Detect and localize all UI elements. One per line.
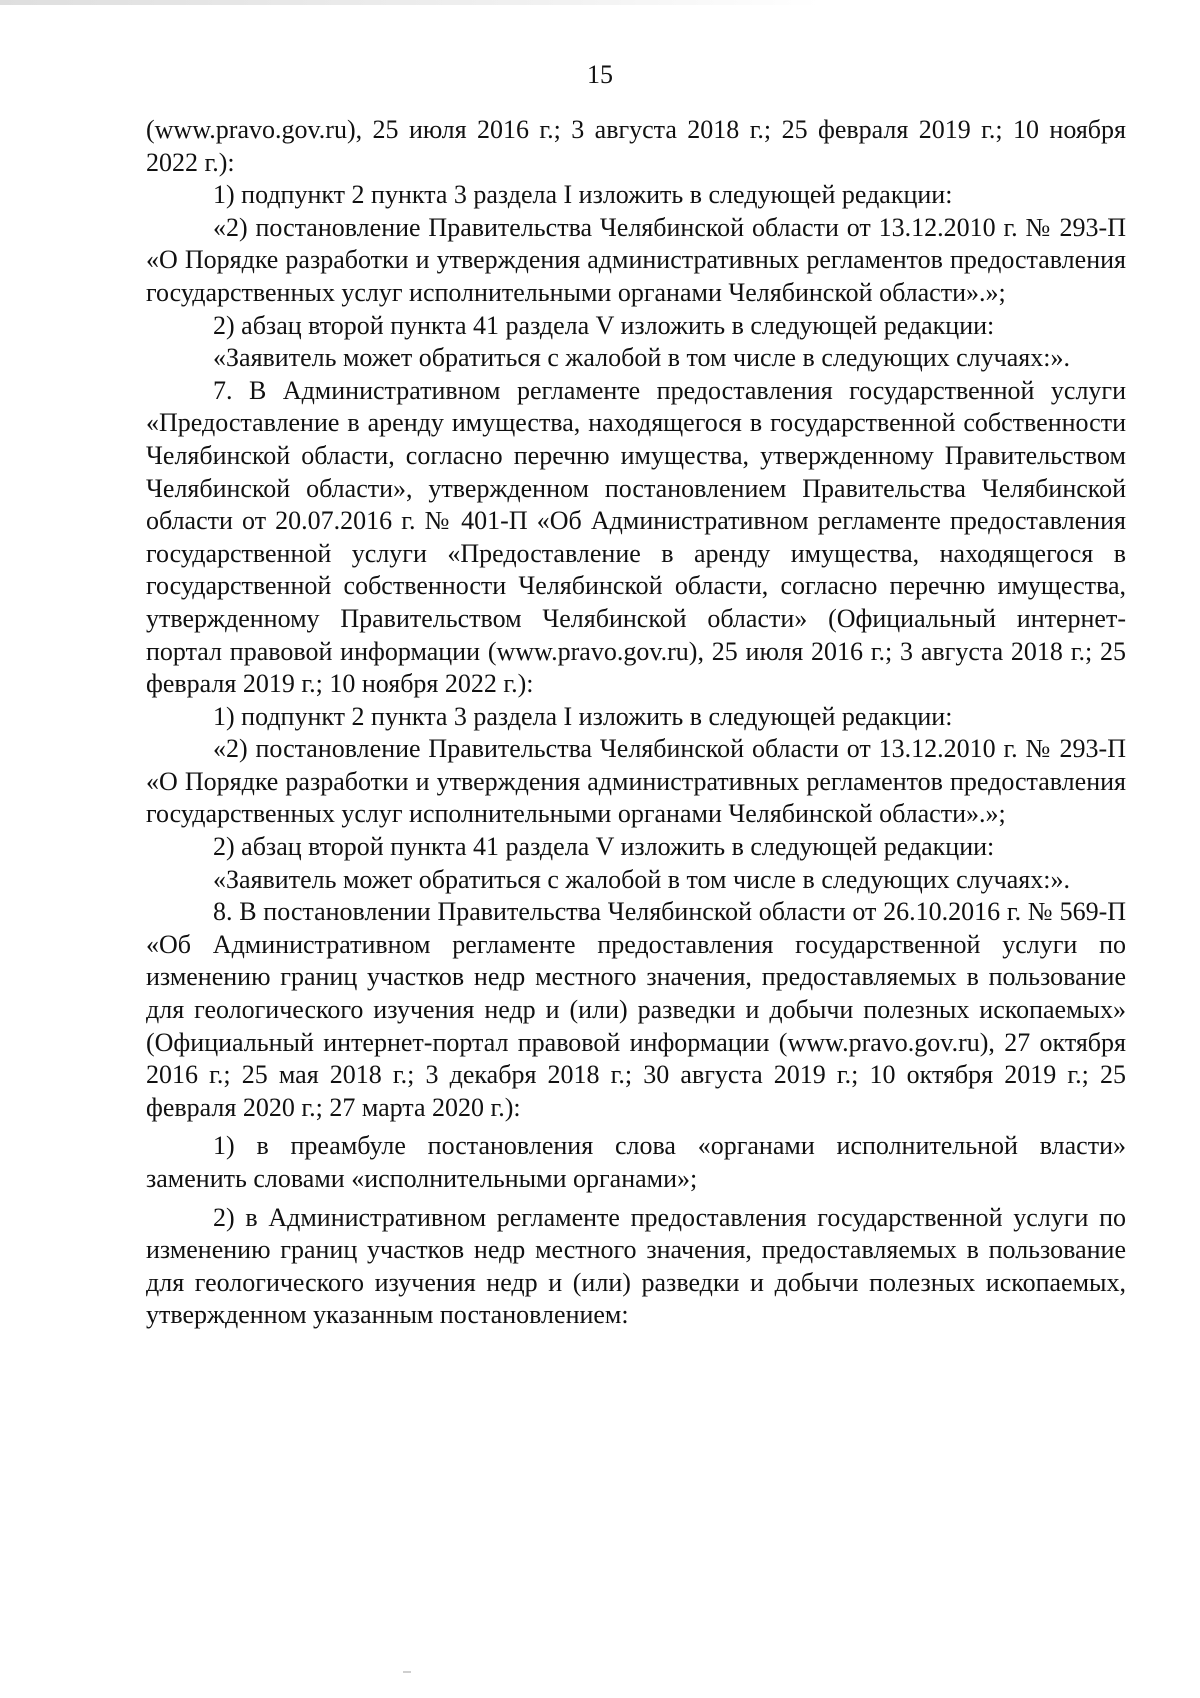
paragraph-item-8: 8. В постановлении Правительства Челябинской области от 26.10.2016 г. № 569-П «Об Административном регламенте предоставления государственной услуги по изменению границ участков недр местного значения, предоставляемых в пользование для геологического изучения недр и (или) разведки и добычи полезных ископаемых» (Официальный интернет-портал правовой информации (www.pravo.gov.ru), 27 октября 2016 г.; 25 мая 2018 г.; 3 декабря 2018 г.; 30 августа 2019 г.; 10 октября 2019 г.; 25 февраля 2020 г.; 27 марта 2020 г.): <box>146 897 1126 1122</box>
page-number: 15 <box>587 60 613 89</box>
paragraph-subitem: 1) подпункт 2 пункта 3 раздела I изложить в следующей редакции: <box>213 180 953 210</box>
paragraph-quote: «Заявитель может обратиться с жалобой в том числе в следующих случаях:». <box>213 343 1070 373</box>
paragraph-subitem: 2) абзац второй пункта 41 раздела V изложить в следующей редакции: <box>213 310 995 340</box>
paragraph-quote: «2) постановление Правительства Челябинской области от 13.12.2010 г. № 293-П «О Порядке разработки и утверждения административных регламентов предоставления государственных услуг исполнительными органами Челябинской области».»; <box>146 734 1126 829</box>
scan-edge-artifact <box>0 0 820 5</box>
paragraph-subitem: 2) в Административном регламенте предоставления государственной услуги по изменению границ участков недр местного значения, предоставляемых в пользование для геологического изучения недр и (или) разведки и добычи полезных ископаемых, утвержденном указанным постановлением: <box>146 1202 1126 1330</box>
paragraph-quote: «2) постановление Правительства Челябинской области от 13.12.2010 г. № 293-П «О Порядке разработки и утверждения административных регламентов предоставления государственных услуг исполнительными органами Челябинской области».»; <box>146 212 1126 307</box>
document-body <box>146 114 1126 1332</box>
paragraph-item-7: 7. В Административном регламенте предоставления государственной услуги «Предоставление в аренду имущества, находящегося в государственной собственности Челябинской области, согласно перечню имущества, утвержденному Правительством Челябинской области», утвержденном постановлением Правительства Челябинской области от 20.07.2016 г. № 401-П «Об Административном регламенте предоставления государственной услуги «Предоставление в аренду имущества, находящегося в государственной собственности Челябинской области, согласно перечню имущества, утвержденному Правительством Челябинской области» (Официальный интернет-портал правовой информации (www.pravo.gov.ru), 25 июля 2016 г.; 3 августа 2018 г.; 25 февраля 2019 г.; 10 ноября 2022 г.): <box>146 375 1126 699</box>
paragraph-continuation: (www.pravo.gov.ru), 25 июля 2016 г.; 3 августа 2018 г.; 25 февраля 2019 г.; 10 ноября 2022 г.): <box>146 115 1126 177</box>
scan-speck <box>403 1671 411 1673</box>
paragraph-subitem: 2) абзац второй пункта 41 раздела V изложить в следующей редакции: <box>213 832 995 862</box>
paragraph-quote: «Заявитель может обратиться с жалобой в том числе в следующих случаях:». <box>213 864 1070 894</box>
paragraph-subitem: 1) подпункт 2 пункта 3 раздела I изложить в следующей редакции: <box>213 701 953 731</box>
paragraph-subitem: 1) в преамбуле постановления слова «органами исполнительной власти» заменить словами «исполнительными органами»; <box>146 1131 1126 1193</box>
